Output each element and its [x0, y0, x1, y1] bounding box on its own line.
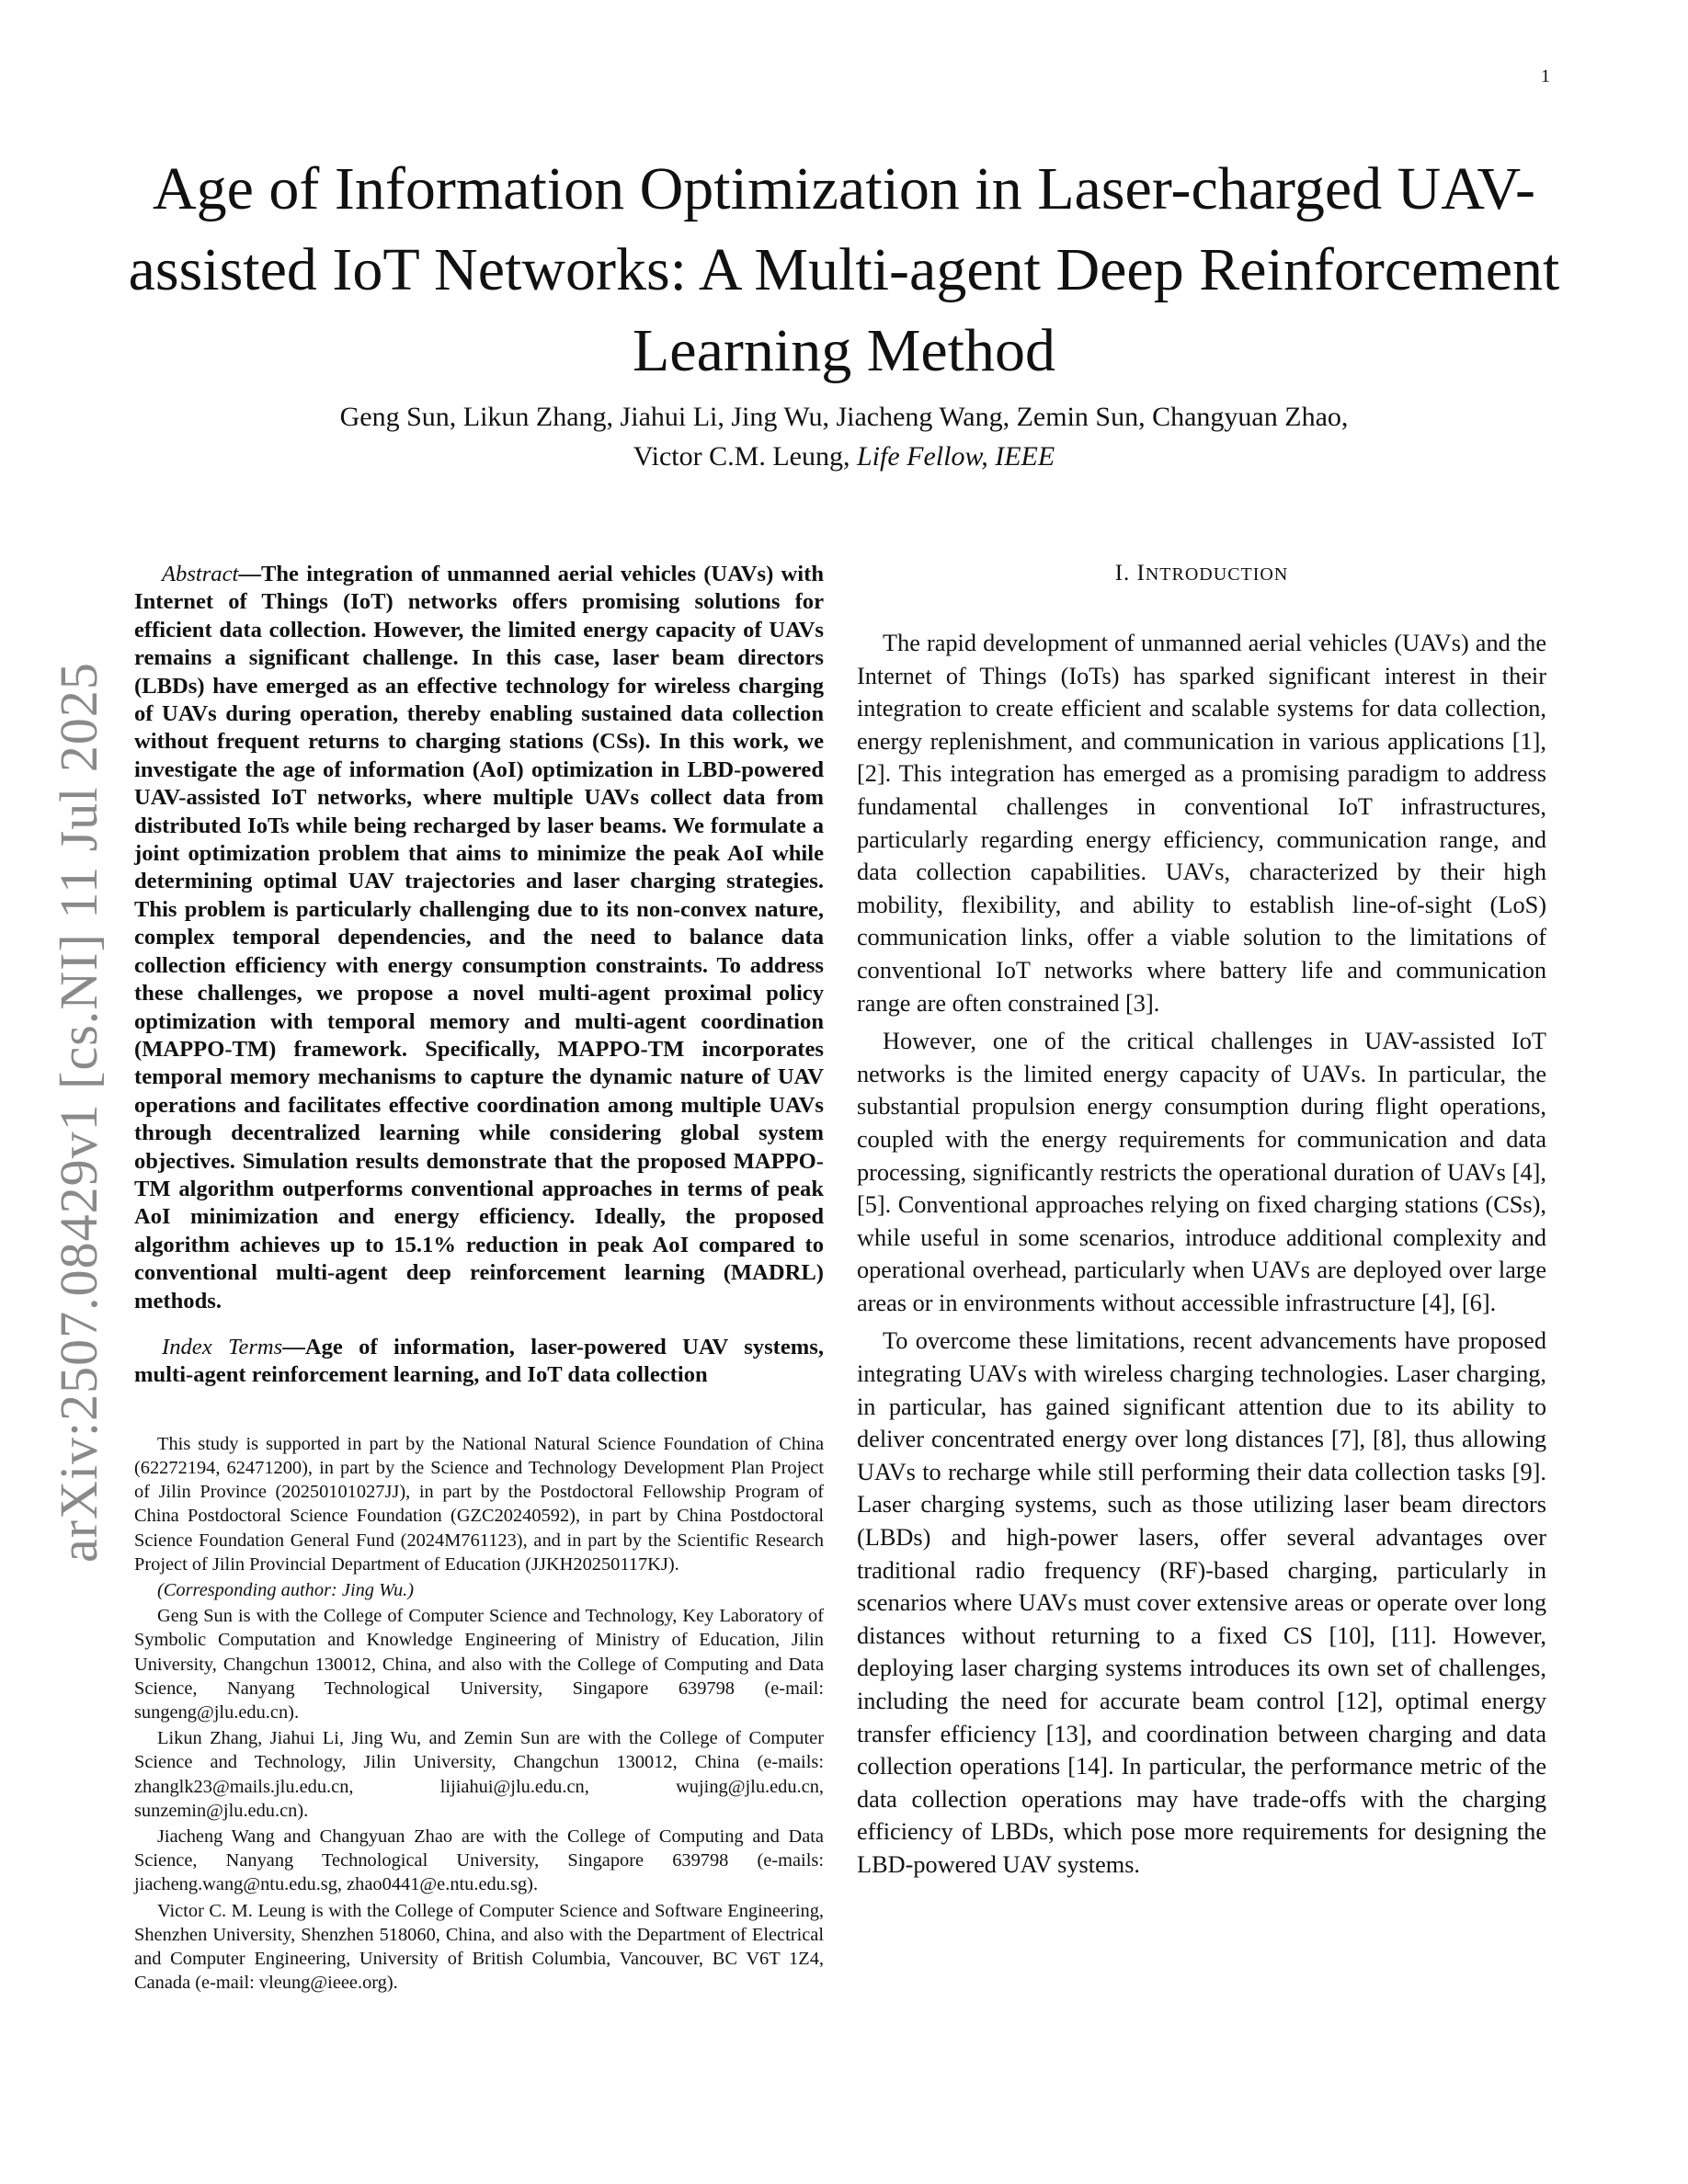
intro-paragraph-1: The rapid development of unmanned aerial vehicles (UAVs) and the Internet of Things (IoTs) has sparked significant interest in their integration to create efficient and scalable systems for data collection, energy replenishment, and communication in various applications [1], [2]. This integration has emerged as a promising paradigm to address fundamental challenges in conventional IoT infrastructures, particularly regarding energy efficiency, communication range, and data collection capabilities. UAVs, characterized by their high mobility, flexibility, and ability to establish line-of-sight (LoS) communication links, offer a viable solution to the limitations of conventional IoT networks where battery life and communication range are often constrained [3].	[857, 630, 1546, 1017]
footnote-affiliation-leung: Victor C. M. Leung is with the College of Computer Science and Software Engineering, Shenzhen University, Shenzhen 518060, China, and also with the Department of Electrical and Computer Engineering, University of British Columbia, Vancouver, BC V6T 1Z4, Canada (e-mail: vleung@ieee.org).	[134, 1900, 824, 1994]
footnote-affiliation-sun: Geng Sun is with the College of Computer Science and Technology, Key Laboratory of Symbolic Computation and Knowledge Engineering of Ministry of Education, Jilin University, Changchun 130012, China, and also with the College of Computing and Data Science, Nanyang Technological University, Singapore 639798 (e-mail: sungeng@jlu.edu.cn).	[134, 1606, 824, 1723]
footnote-affiliation-wang: Jiacheng Wang and Changyuan Zhao are with the College of Computing and Data Science, Nanyang Technological University, Singapore 639798 (e-mails: jiacheng.wang@ntu.edu.sg, zhao0441@e.ntu.edu.sg).	[134, 1826, 824, 1895]
intro-paragraph-2: However, one of the critical challenges in UAV-assisted IoT networks is the limited energy capacity of UAVs. In particular, the substantial propulsion energy consumption during flight operations, coupled with the energy requirements for communication and data processing, significantly restricts the operational duration of UAVs [4], [5]. Conventional approaches relying on fixed charging stations (CSs), while useful in some scenarios, introduce additional complexity and operational overhead, particularly when UAVs are deployed over large areas or in environments without accessible infrastructure [4], [6].	[857, 1028, 1546, 1316]
author-name-leung: Victor C.M. Leung,	[633, 441, 850, 472]
abstract	[134, 561, 824, 1315]
intro-paragraph-3: To overcome these limitations, recent advancements have proposed integrating UAVs with wireless charging technologies. Laser charging, in particular, has gained significant attention due to its ability to deliver concentrated energy over long distances [7], [8], thus allowing UAVs to recharge while still performing their data collection tasks [9]. Laser charging systems, such as those utilizing laser beam directors (LBDs) and high-power lasers, offer several advantages over traditional radio frequency (RF)-based charging, particularly in scenarios where UAVs must cover extensive areas or operate over long distances without returning to a fixed CS [10], [11]. However, deploying laser charging systems introduces its own set of challenges, including the need for accurate beam control [12], optimal energy transfer efficiency [13], and coordination between charging and data collection operations [14]. In particular, the performance metric of the data collection operations may have trade-offs with the charging efficiency of LBDs, which pose more requirements for designing the LBD-powered UAV systems.	[857, 1327, 1546, 1878]
page-number: 1	[1541, 66, 1550, 86]
footnote-funding: This study is supported in part by the National Natural Science Foundation of China (62272194, 62471200), in part by the Science and Technology Development Plan Project of Jilin Province (20250101027JJ), in part by the Postdoctoral Fellowship Program of China Postdoctoral Science Foundation (GZC20240592), in part by China Postdoctoral Science Foundation General Fund (2024M761123), and in part by the Scientific Research Project of Jilin Provincial Department of Education (JJKH20250117KJ).	[134, 1433, 824, 1575]
arxiv-stamp: arXiv:2507.08429v1 [cs.NI] 11 Jul 2025	[49, 662, 108, 1563]
footnote-corresponding-author: (Corresponding author: Jing Wu.)	[157, 1580, 415, 1600]
index-terms-text: —Age of information, laser-powered UAV systems, multi-agent reinforcement learning, and IoT data collection	[134, 1334, 824, 1388]
author-line-2	[165, 437, 1523, 476]
section-heading-introduction	[857, 561, 1546, 586]
footnotes	[134, 1432, 824, 1996]
abstract-text: —The integration of unmanned aerial vehicles (UAVs) with Internet of Things (IoT) networks offers promising solutions for efficient data collection. However, the limited energy capacity of UAVs remains a significant challenge. In this case, laser beam directors (LBDs) have emerged as an effective technology for wireless charging of UAVs during operation, thereby enabling sustained data collection without frequent returns to charging stations (CSs). In this work, we investigate the age of information (AoI) optimization in LBD-powered UAV-assisted IoT networks, where multiple UAVs collect data from distributed IoTs while being recharged by laser beams. We formulate a joint optimization problem that aims to minimize the peak AoI while determining optimal UAV trajectories and laser charging strategies. This problem is particularly challenging due to its non-convex nature, complex temporal dependencies, and the need to balance data collection efficiency with energy consumption constraints. To address these challenges, we propose a novel multi-agent proximal policy optimization with temporal memory and multi-agent coordination (MAPPO-TM) framework. Specifically, MAPPO-TM incorporates temporal memory mechanisms to capture the dynamic nature of UAV operations and facilitates effective coordination among multiple UAVs through decentralized learning while considering global system objectives. Simulation results demonstrate that the proposed MAPPO-TM algorithm outperforms conventional approaches in terms of peak AoI minimization and energy efficiency. Ideally, the proposed algorithm achieves up to 15.1% reduction in peak AoI compared to conventional multi-agent deep reinforcement learning (MADRL) methods.	[134, 562, 824, 1314]
footnote-affiliation-zhang: Likun Zhang, Jiahui Li, Jing Wu, and Zemin Sun are with the College of Computer Science and Technology, Jilin University, Changchun 130012, China (e-mails: zhanglk23@mails.jlu.edu.cn, lijiahui@jlu.edu.cn, wujing@jlu.edu.cn, sunzemin@jlu.edu.cn).	[134, 1728, 824, 1821]
right-column	[857, 561, 1546, 1887]
author-fellow-title: Life Fellow, IEEE	[856, 441, 1055, 472]
section-title-rest: NTRODUCTION	[1145, 564, 1289, 585]
index-terms	[134, 1334, 824, 1390]
paper-title: Age of Information Optimization in Laser-charged UAV-assisted IoT Networks: A Multi-agent Deep Reinforcement Learning Method	[128, 155, 1560, 384]
abstract-lead: Abstract	[162, 562, 239, 586]
author-line-1: Geng Sun, Likun Zhang, Jiahui Li, Jing Wu, Jiacheng Wang, Zemin Sun, Changyuan Zhao,	[339, 402, 1349, 432]
section-number: I.	[1114, 561, 1131, 586]
left-column	[134, 561, 824, 1996]
index-terms-lead: Index Terms	[162, 1334, 283, 1359]
section-first-letter: I	[1136, 561, 1146, 586]
author-list	[165, 397, 1523, 476]
